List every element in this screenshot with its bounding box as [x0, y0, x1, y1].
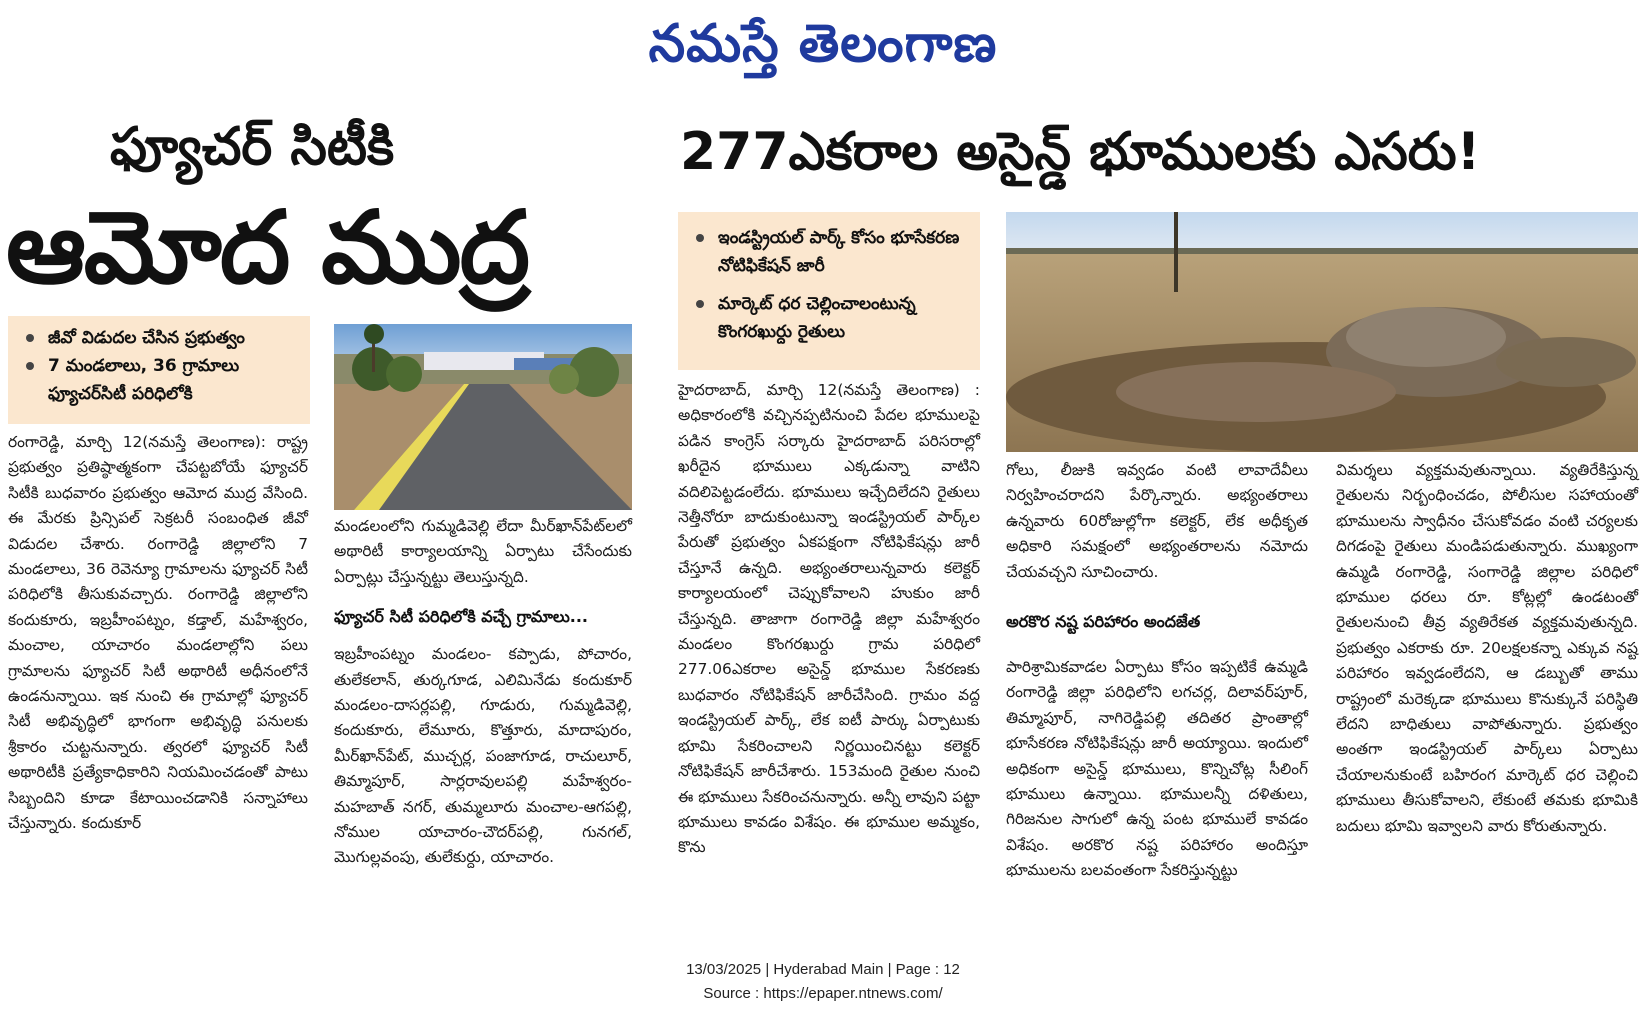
- road-photo: [334, 324, 632, 510]
- footer-date-edition: 13/03/2025 | Hyderabad Main | Page : 12: [686, 961, 960, 978]
- left-body-text-2: మండలంలోని గుమ్మడివెల్లి లేదా మీర్‌ఖాన్‌పేట్‌లలో అథారిటీ కార్యాలయాన్ని ఏర్పాటు చేసేందుకు ఏర్పాట్లు చేస్తున్నట్టు తెలుస్తున్నది.: [334, 517, 632, 586]
- right-body-column-3: [1336, 458, 1638, 839]
- right-highlight-box: [678, 212, 980, 370]
- left-headline-line2: ఆమోద ముద్ర: [6, 189, 529, 306]
- right-headline: 277ఎకరాల అసైన్డ్ భూములకు ఎసరు!: [680, 122, 1481, 182]
- left-subhead: ఫ్యూచర్ సిటీ పరిధిలోకి వచ్చే గ్రామాలు...: [334, 607, 589, 627]
- right-body-text-4: విమర్శలు వ్యక్తమవుతున్నాయి. వ్యతిరేకిస్తున్న రైతులను నిర్బంధించడం, పోలీసుల సహాయంతో భూములను స్వాధీనం చేసుకోవడం వంటి చర్యలకు దిగడంపై రైతులు మండిపడుతున్నారు. ముఖ్యంగా ఉమ్మడి రంగారెడ్డి, సంగారెడ్డి జిల్లాల పరిధిలో భూముల ధరలు రూ. కోట్లల్లో ఉండటంతో రైతులనుంచి తీవ్ర వ్యతిరేకత వ్యక్తమవుతున్నది. ప్రభుత్వం ఎకరాకు రూ. 20లక్షలకన్నా ఎక్కువ నష్ట పరిహారం ఇవ్వడంలేదని, ఆ డబ్బుతో తాము రాష్ట్రంలో మరెక్కడా భూములు కొనుక్కునే పరిస్థితి లేదని బాధితులు వాపోతున్నారు. ప్రభుత్వం అంతగా ఇండస్ట్రియల్ పార్క్‌లు ఏర్పాటు చేయాలనుకుంటే బహిరంగ మార్కెట్ ధర చెల్లించి భూములు తీసుకోవాలని, లేకుంటే తమకు భూమికి బదులు భూమి ఇవ్వాలని వారు కోరుతున్నారు.: [1336, 461, 1638, 835]
- highlight-item: 7 మండలాలు, 36 గ్రామాలు ఫ్యూచర్‌సిటీ పరిధిలోకి: [22, 352, 302, 408]
- highlight-item: జీవో విడుదల చేసిన ప్రభుత్వం: [22, 324, 302, 352]
- left-body-column-1: [8, 430, 308, 837]
- right-body-text-2: గోలు, లీజుకి ఇవ్వడం వంటి లావాదేవీలు నిర్వహించరాదని పేర్కొన్నారు. అభ్యంతరాలు ఉన్నవారు 60రోజుల్లోగా కలెక్టర్, లేక అధీకృత అధికారి సమక్షంలో అభ్యంతరాలను నమోదు చేయవచ్చని సూచించారు.: [1006, 461, 1308, 581]
- right-subhead: అరకొర నష్ట పరిహారం అందజేత: [1006, 612, 1201, 632]
- right-body-text-3: పారిశ్రామికవాడల ఏర్పాటు కోసం ఇప్పటికే ఉమ్మడి రంగారెడ్డి జిల్లా పరిధిలోని లగచర్ల, దిలావర్‌పూర్, తిమ్మాపూర్, నాగిరెడ్డిపల్లి తదితర ప్రాంతాల్లో భూసేకరణ నోటిఫికేషన్లు జారీ అయ్యాయి. ఇందులో అధికంగా అసైన్డ్ భూములు, కొన్నిచోట్ల సీలింగ్ భూములు ఉన్నాయి. భూములన్నీ దళితులు, గిరిజనుల సాగులో ఉన్న పంట భూములే కావడం విశేషం. అరకొర నష్ట పరిహారం అందిస్తూ భూములను బలవంతంగా సేకరిస్తున్నట్టు: [1006, 658, 1308, 880]
- left-body-text-1: రంగారెడ్డి, మార్చి 12(నమస్తే తెలంగాణ): రాష్ట్ర ప్రభుత్వం ప్రతిష్ఠాత్మకంగా చేపట్టబోయే ఫ్యూచర్ సిటీకి బుధవారం ప్రభుత్వం ఆమోద ముద్ర వేసింది. ఈ మేరకు ప్రిన్సిపల్ సెక్రటరీ సంబంధిత జీవో విడుదల చేశారు. రంగారెడ్డి జిల్లాలోని 7 మండలాలు, 36 రెవెన్యూ గ్రామాలను ఫ్యూచర్ సిటీ పరిధిలోకి తీసుకువచ్చారు. రంగారెడ్డి జిల్లాలోని కందుకూరు, ఇబ్రహీంపట్నం, కడ్తాల్, మహేశ్వరం, మంచాల, యాచారం మండలాల్లోని పలు గ్రామాలను ఫ్యూచర్ సిటీ అథారిటీ అధీనంలోనే ఉండనున్నాయి. ఇక నుంచి ఈ గ్రామాల్లో ఫ్యూచర్ సిటీ అభివృద్ధిలో భాగంగా అభివృద్ధి పనులకు శ్రీకారం చుట్టనున్నారు. త్వరలో ఫ్యూచర్ సిటీ అథారిటీకి ప్రత్యేకాధికారిని నియమించడంతో పాటు సిబ్బందిని కూడా కేటాయించడానికి సన్నాహాలు చేస్తున్నారు. కందుకూర్: [8, 433, 308, 833]
- left-headline-line1: ఫ్యూచర్ సిటీకి: [110, 117, 395, 177]
- right-body-column-1: [678, 378, 980, 861]
- footer-source: Source : https://epaper.ntnews.com/: [703, 985, 943, 1002]
- right-body-column-2: [1006, 458, 1308, 884]
- left-body-column-2: [334, 514, 632, 871]
- right-body-text-1: హైదరాబాద్, మార్చి 12(నమస్తే తెలంగాణ) : అధికారంలోకి వచ్చినప్పటినుంచి పేదల భూములపై పడిన కాంగ్రెస్ సర్కారు హైదరాబాద్ పరిసరాల్లో ఖరీదైన భూములు ఎక్కడున్నా వాటిని వదిలిపెట్టడంలేదు. భూములు ఇచ్చేదిలేదని రైతులు నెత్తీనోరూ బాదుకుంటున్నా ఇండస్ట్రియల్ పార్క్‌ల పేరుతో ప్రభుత్వం ఏకపక్షంగా నోటిఫికేషన్లు జారీ చేస్తూనే ఉన్నది. అభ్యంతరాలున్నవారు కలెక్టర్ కార్యాలయంలో చెప్పుకోవాలని హుకుం జారీ చేస్తున్నది. తాజాగా రంగారెడ్డి జిల్లా మహేశ్వరం మండలం కొంగరఖుర్దు గ్రామ పరిధిలో 277.06ఎకరాల అసైన్డ్ భూముల సేకరణకు బుధవారం నోటిఫికేషన్ జారీచేసింది. గ్రామం వద్ద ఇండస్ట్రియల్ పార్క్, లేక ఐటీ పార్కు ఏర్పాటుకు భూమి సేకరించాలని నిర్ణయించినట్టు కలెక్టర్ నోటిఫికేషన్ జారీచేశారు. 153మంది రైతుల నుంచి ఈ భూములు సేకరించనున్నారు. అన్నీ లావుని పట్టా భూములు కావడం విశేషం. ఈ భూముల అమ్మకం, కొను: [678, 381, 980, 857]
- highlight-item: మార్కెట్ ధర చెల్లించాలంటున్న కొంగరఖుర్దు రైతులు: [692, 290, 972, 346]
- land-photo-illustration: [1006, 212, 1638, 452]
- land-photo: [1006, 212, 1638, 452]
- masthead-logo: నమస్తే తెలంగాణ: [648, 14, 998, 74]
- left-highlight-box: [8, 316, 310, 424]
- left-village-list: ఇబ్రహీంపట్నం మండలం- కప్పాడు, పోచారం, తులేకలాన్, తుర్కగూడ, ఎలిమినేడు కందుకూర్ మండలం-దాసర్లపల్లి, గూడురు, గుమ్మడివెల్లి, కందుకూరు, లేమూరు, కొత్తూరు, మాదాపురం, మీర్‌ఖాన్‌పేట్, ముచ్చర్ల, పంజాగూడ, రాచులూర్, తిమ్మాపూర్, సార్లరావులపల్లి మహేశ్వరం- మహబాత్ నగర్, తుమ్మలూరు మంచాల-ఆగపల్లి, నోముల యాచారం-చౌదర్‌పల్లి, గునగల్, మొగుల్లవంపు, తులేకుర్దు, యాచారం.: [334, 645, 632, 867]
- road-photo-illustration: [334, 324, 632, 510]
- highlight-item: ఇండస్ట్రియల్ పార్క్ కోసం భూసేకరణ నోటిఫికేషన్ జారీ: [692, 224, 972, 280]
